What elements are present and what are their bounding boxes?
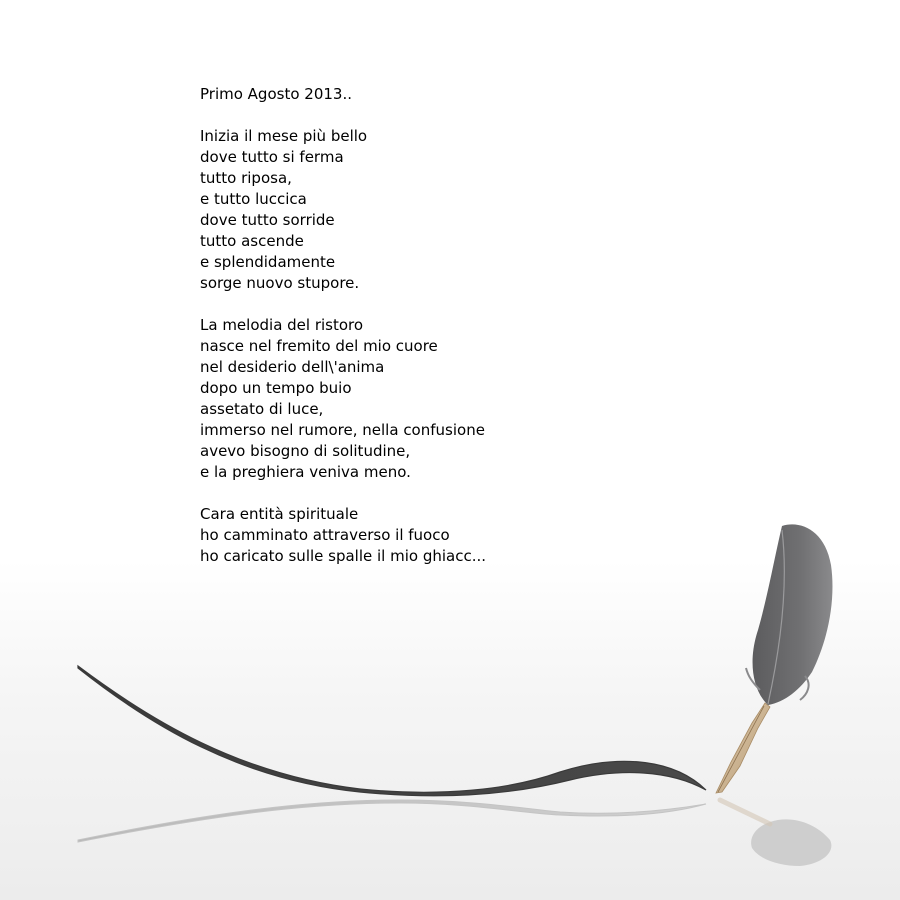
poem-title: Primo Agosto 2013..	[200, 85, 352, 103]
poem-line: ho camminato attraverso il fuoco	[200, 526, 450, 544]
ink-stroke	[78, 666, 706, 796]
poem-line: dove tutto si ferma	[200, 148, 344, 166]
poem	[200, 84, 760, 567]
poem-line: Inizia il mese più bello	[200, 127, 368, 145]
poem-stanza-2	[200, 315, 760, 483]
poem-line: sorge nuovo stupore.	[200, 274, 360, 292]
poem-line: e la preghiera veniva meno.	[200, 463, 411, 481]
quill-feather-icon	[753, 524, 833, 705]
poem-line: avevo bisogno di solitudine,	[200, 442, 411, 460]
poem-line: dopo un tempo buio	[200, 379, 352, 397]
poem-line: nel desiderio dell\'anima	[200, 358, 385, 376]
poem-line: tutto riposa,	[200, 169, 292, 187]
quill-nib-icon	[716, 703, 770, 793]
quill-feather-reflection	[751, 819, 831, 866]
poem-line: nasce nel fremito del mio cuore	[200, 337, 438, 355]
poem-line: assetato di luce,	[200, 400, 324, 418]
poem-line: immerso nel rumore, nella confusione	[200, 421, 485, 439]
poem-line: tutto ascende	[200, 232, 304, 250]
poem-line: dove tutto sorride	[200, 211, 335, 229]
poem-line: e splendidamente	[200, 253, 336, 271]
poem-line: e tutto luccica	[200, 190, 307, 208]
poem-line: Cara entità spirituale	[200, 505, 359, 523]
poem-stanza-3	[200, 504, 760, 567]
poem-line: ho caricato sulle spalle il mio ghiacc...	[200, 547, 487, 565]
ink-stroke-reflection	[78, 800, 706, 842]
poem-line: La melodia del ristoro	[200, 316, 364, 334]
poem-stanza-1	[200, 126, 760, 294]
